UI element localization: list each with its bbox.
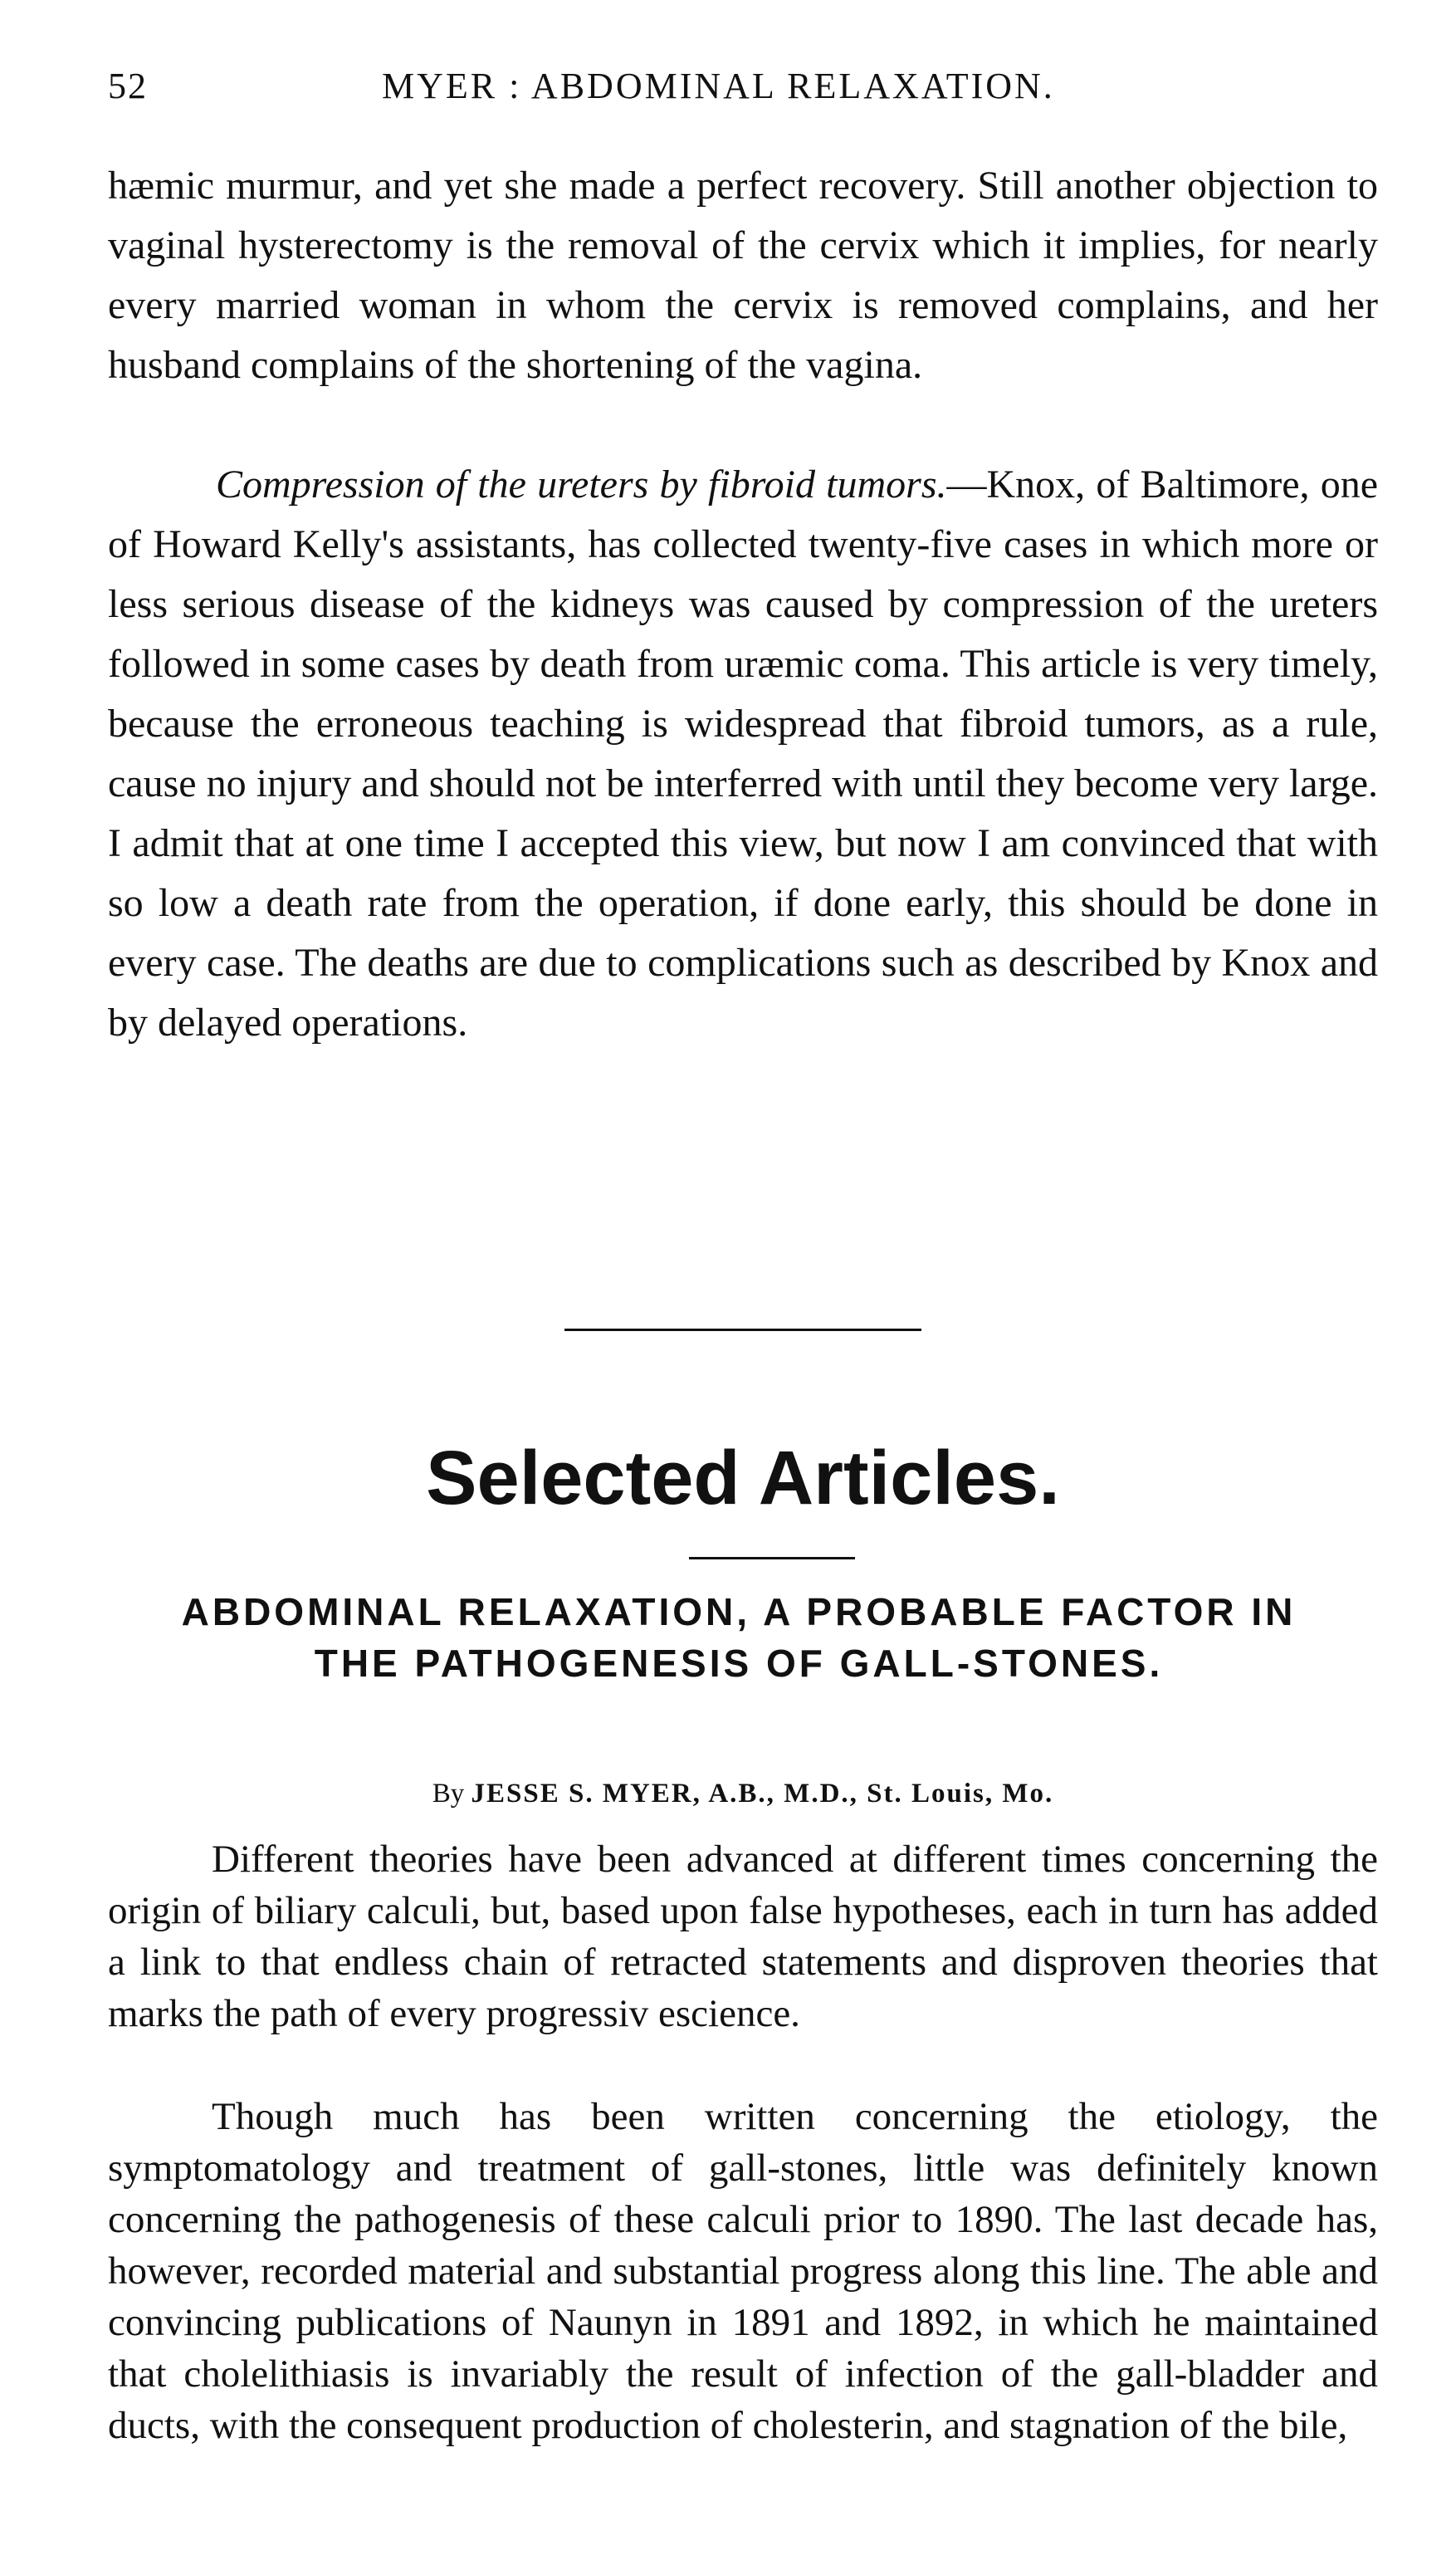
byline-author: JESSE S. MYER, A.B., M.D., St. Louis, Mo. [471,1779,1054,1809]
byline [108,1775,1378,1812]
article-paragraph: Different theories have been advanced at different times concerning the origin of biliary calculi, but, based upon false hypotheses, each in turn has added a link to that endless chain of retracted statements and disproven theories that marks the path of every progressiv escience. [108,1838,1378,2035]
section-divider [564,1329,921,1331]
body-paragraph: hæmic murmur, and yet she made a perfect recovery. Still another objection to vaginal hysterectomy is the removal of the cervix which it implies, for nearly every married woman in whom the cervix is removed complains, and her husband complains of the shortening of the vagina. [108,164,1378,387]
section-title: Selected Articles. [426,1436,1060,1520]
article-title: ABDOMINAL RELAXATION, A PROBABLE FACTOR IN THE PATHOGENESIS OF GALL-STONES. [181,1590,1297,1685]
body-paragraph-compression [108,455,1378,1053]
byline-prefix: By [432,1779,465,1809]
running-head: MYER : ABDOMINAL RELAXATION. [382,66,1055,106]
title-divider [689,1557,855,1559]
page-number: 52 [108,66,148,106]
paragraph-heading: Compression of the ureters by fibroid tumors. [216,463,947,507]
paragraph-text: —Knox, of Baltimore, one of Howard Kelly's assistants, has collected twenty-five cases in which more or less serious disease of the kidneys was caused by compression of the ureters followed in some cases by death from uræmic coma. This article is very timely, because the erroneous teaching is widespread that fibroid tumors, as a rule, cause no injury and should not be interferred with until they become very large. I admit that at one time I accepted this view, but now I am convinced that with so low a death rate from the operation, if done early, this should be done in every case. The deaths are due to complications such as described by Knox and by delayed operations. [108,463,1379,1045]
page-header [108,65,1378,115]
article-paragraph: Though much has been written concerning the etiology, the symptomatology and treatment of gall-stones, little was definitely known concerning the pathogenesis of these calculi prior to 1890. The last decade has, however, recorded material and substantial progress along this line. The able and convincing publications of Naunyn in 1891 and 1892, in which he maintained that cholelithiasis is invariably the result of infection of the gall-bladder and ducts, with the consequent production of cholesterin, and stagnation of the bile, [108,2095,1378,2447]
